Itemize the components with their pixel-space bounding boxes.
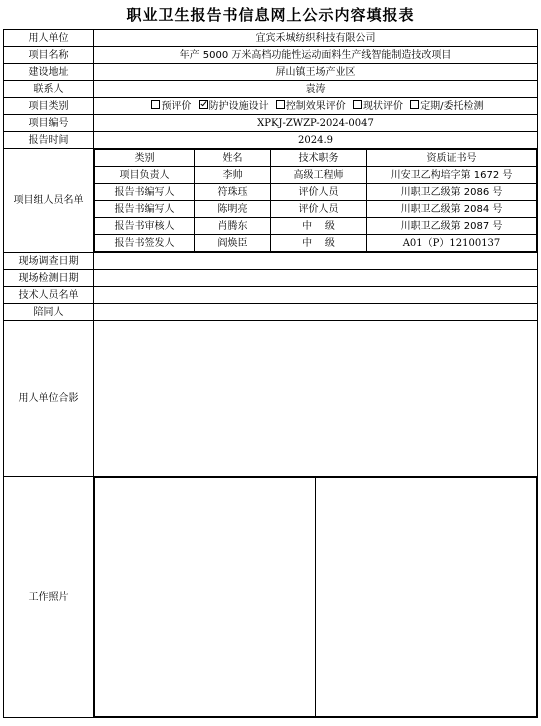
- value-contact: 袁涛: [94, 81, 538, 98]
- row-team: [4, 149, 538, 253]
- checkbox-protection-design[interactable]: [199, 100, 208, 109]
- team-header-title: 技术职务: [271, 150, 367, 167]
- option-protection-design: 防护设施设计: [208, 100, 269, 112]
- label-tech-staff: 技术人员名单: [4, 287, 94, 304]
- option-control-effect: 控制效果评价: [285, 100, 346, 112]
- work-photo-slot-right: [316, 478, 537, 717]
- checkbox-control-effect[interactable]: [276, 100, 285, 109]
- value-tech-staff: [94, 287, 538, 304]
- member-category: 报告书编写人: [95, 184, 195, 201]
- member-category: 报告书审核人: [95, 218, 195, 235]
- table-row: [95, 201, 537, 218]
- row-contact: [4, 81, 538, 98]
- label-project-name: 项目名称: [4, 47, 94, 64]
- label-project-category: 项目类别: [4, 98, 94, 115]
- table-row: [95, 167, 537, 184]
- checkbox-pre-evaluation[interactable]: [151, 100, 160, 109]
- value-address: 屏山镇王场产业区: [94, 64, 538, 81]
- info-table: [3, 29, 538, 718]
- label-group-photo: 用人单位合影: [4, 321, 94, 477]
- label-employer: 用人单位: [4, 30, 94, 47]
- member-name: 陈明亮: [195, 201, 271, 218]
- row-project-category: [4, 98, 538, 115]
- team-table: [94, 149, 537, 252]
- value-project-name: 年产 5000 万米高档功能性运动面料生产线智能制造技改项目: [94, 47, 538, 64]
- row-address: [4, 64, 538, 81]
- member-category: 报告书签发人: [95, 235, 195, 252]
- value-report-time: 2024.9: [94, 132, 538, 149]
- value-project-number: XPKJ-ZWZP-2024-0047: [94, 115, 538, 132]
- label-team: 项目组人员名单: [4, 149, 94, 253]
- member-title: 中 级: [271, 218, 367, 235]
- work-photo-slot-left: [95, 478, 316, 717]
- row-tech-staff: [4, 287, 538, 304]
- row-work-photos: [4, 477, 538, 718]
- group-photo-area: [94, 321, 538, 477]
- row-report-time: [4, 132, 538, 149]
- row-group-photo: [4, 321, 538, 477]
- member-name: 李帅: [195, 167, 271, 184]
- label-report-time: 报告时间: [4, 132, 94, 149]
- member-name: 阎焕臣: [195, 235, 271, 252]
- team-header-row: [95, 150, 537, 167]
- row-survey-date: [4, 253, 538, 270]
- member-title: 中 级: [271, 235, 367, 252]
- value-survey-date: [94, 253, 538, 270]
- member-category: 项目负责人: [95, 167, 195, 184]
- member-name: 符珠珏: [195, 184, 271, 201]
- row-project-name: [4, 47, 538, 64]
- member-title: 高级工程师: [271, 167, 367, 184]
- checkbox-periodic-testing[interactable]: [410, 100, 419, 109]
- row-test-date: [4, 270, 538, 287]
- form-title: 职业卫生报告书信息网上公示内容填报表: [126, 6, 415, 24]
- option-status-evaluation: 现状评价: [363, 100, 403, 112]
- work-photos-grid: [94, 477, 537, 717]
- row-project-number: [4, 115, 538, 132]
- label-address: 建设地址: [4, 64, 94, 81]
- team-header-name: 姓名: [195, 150, 271, 167]
- member-cert: 川职卫乙级第 2084 号: [367, 201, 537, 218]
- table-row: [95, 218, 537, 235]
- option-periodic-testing: 定期/委托检测: [420, 100, 484, 112]
- member-name: 肖腾东: [195, 218, 271, 235]
- member-cert: A01（P）12100137: [367, 235, 537, 252]
- row-accompany: [4, 304, 538, 321]
- member-cert: 川安卫乙构培字第 1672 号: [367, 167, 537, 184]
- label-work-photos: 工作照片: [4, 477, 94, 718]
- row-employer: [4, 30, 538, 47]
- work-photos-area: [94, 477, 538, 718]
- table-row: [95, 184, 537, 201]
- label-project-number: 项目编号: [4, 115, 94, 132]
- value-employer: 宜宾禾城纺织科技有限公司: [94, 30, 538, 47]
- team-cell: [94, 149, 538, 253]
- table-row: [95, 235, 537, 252]
- label-contact: 联系人: [4, 81, 94, 98]
- member-cert: 川职卫乙级第 2086 号: [367, 184, 537, 201]
- label-survey-date: 现场调查日期: [4, 253, 94, 270]
- team-header-category: 类别: [95, 150, 195, 167]
- label-test-date: 现场检测日期: [4, 270, 94, 287]
- value-test-date: [94, 270, 538, 287]
- option-pre-evaluation: 预评价: [161, 100, 192, 112]
- value-accompany: [94, 304, 538, 321]
- member-title: 评价人员: [271, 184, 367, 201]
- checkbox-status-evaluation[interactable]: [353, 100, 362, 109]
- member-category: 报告书编写人: [95, 201, 195, 218]
- value-project-category: [94, 98, 538, 115]
- member-cert: 川职卫乙级第 2087 号: [367, 218, 537, 235]
- label-accompany: 陪同人: [4, 304, 94, 321]
- member-title: 评价人员: [271, 201, 367, 218]
- team-header-cert: 资质证书号: [367, 150, 537, 167]
